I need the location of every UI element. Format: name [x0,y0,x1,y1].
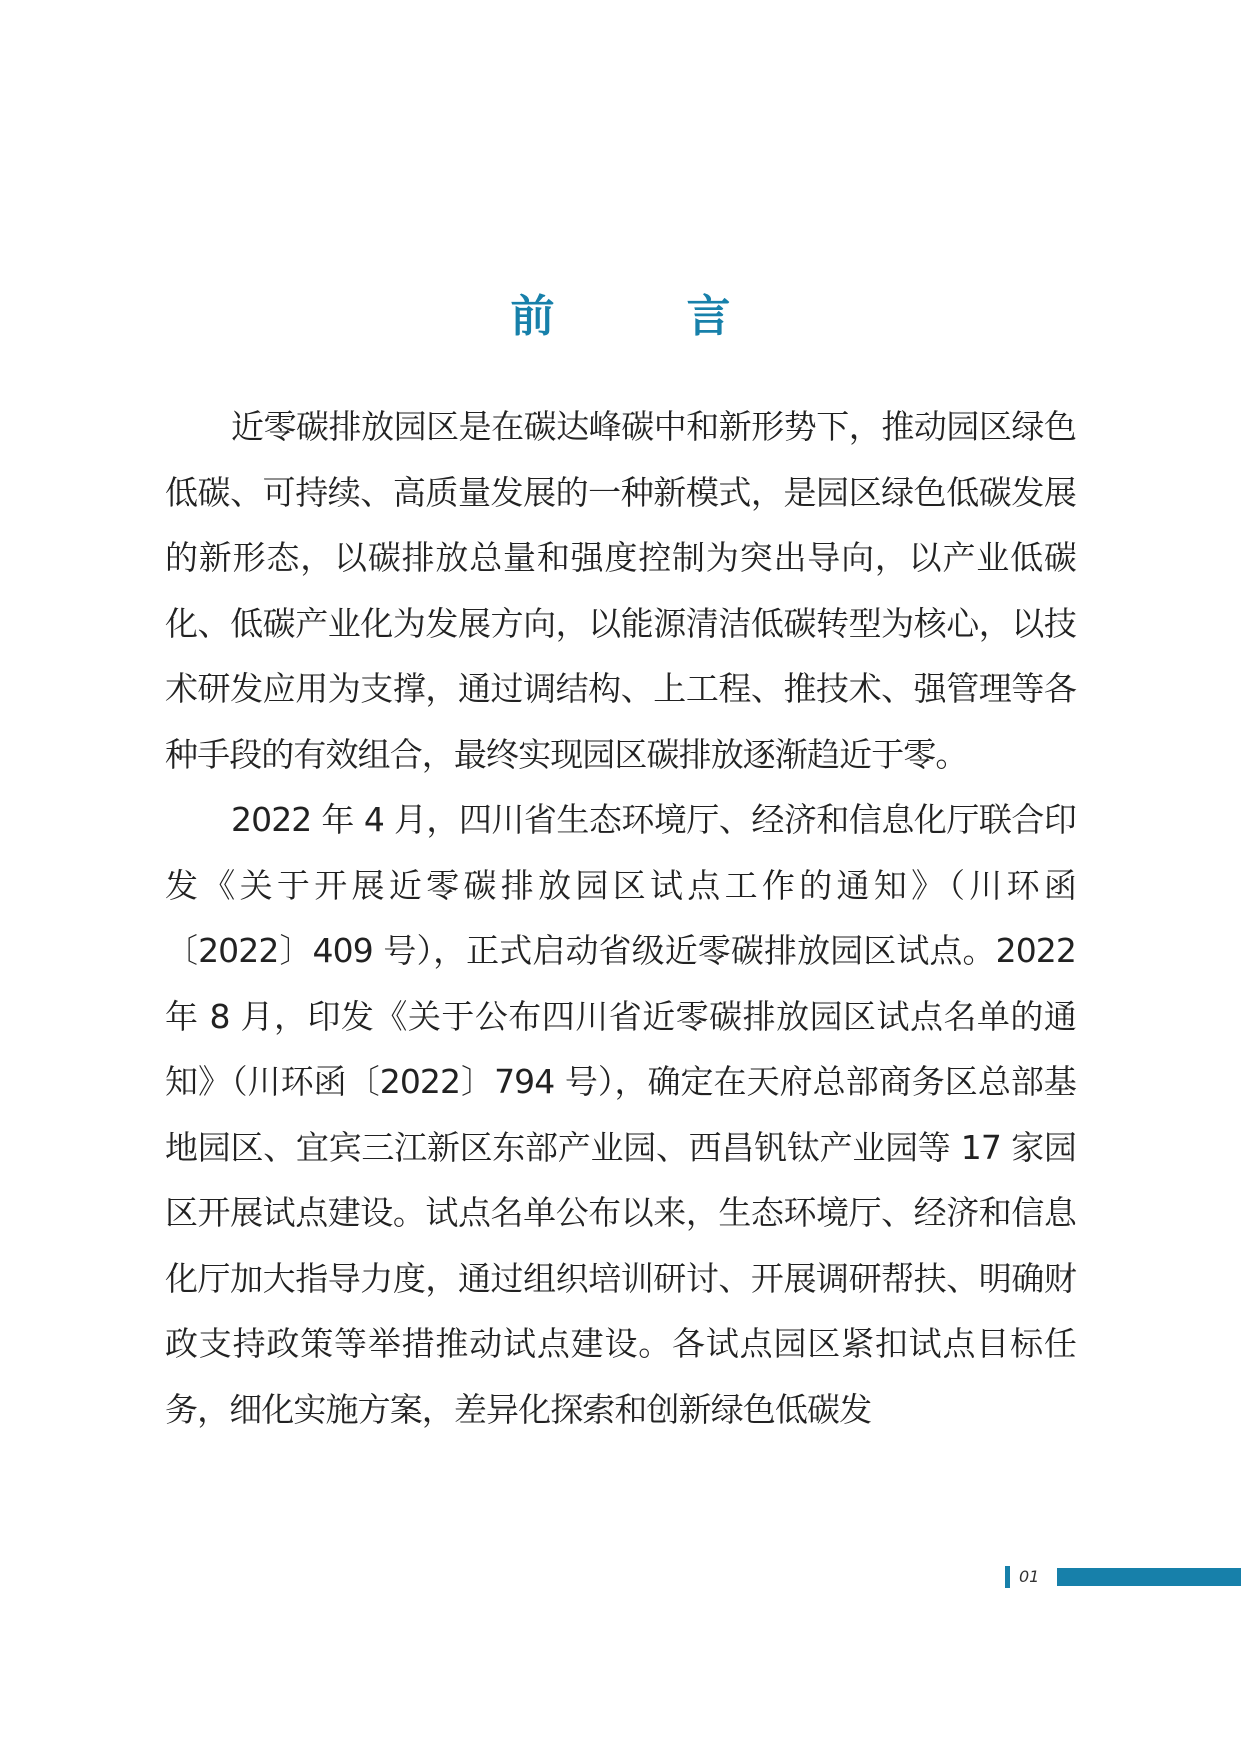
page-footer [0,1566,1241,1588]
page-title: 前 言 [510,291,775,343]
page-number: 01 [1019,1567,1040,1586]
paragraph-2: 2022 年 4 月，四川省生态环境厅、经济和信息化厅联合印发《关于开展近零碳排放园区试点工作的通知》（川环函〔2022〕409 号），正式启动省级近零碳排放园区试点。2022 年 8 月，印发《关于公布四川省近零碳排放园区试点名单的通知》（川环函〔2022〕794 号），确定在天府总部商务区总部基地园区、宜宾三江新区东部产业园、西昌钒钛产业园等 17 家园区开展试点建设。试点名单公布以来，生态环境厅、经济和信息化厅加大指导力度，通过组织培训研讨、开展调研帮扶、明确财政支持政策等举措推动试点建设。各试点园区紧扣试点目标任务，细化实施方案，差异化探索和创新绿色低碳发 [165,800,1076,1429]
paragraph-1: 近零碳排放园区是在碳达峰碳中和新形势下，推动园区绿色低碳、可持续、高质量发展的一种新模式，是园区绿色低碳发展的新形态，以碳排放总量和强度控制为突出导向，以产业低碳化、低碳产业化为发展方向，以能源清洁低碳转型为核心，以技术研发应用为支撑，通过调结构、上工程、推技术、强管理等各种手段的有效组合，最终实现园区碳排放逐渐趋近于零。 [165,407,1076,774]
body-text [165,394,1076,1442]
footer-divider-mark [1005,1566,1010,1588]
footer-accent-bar [1057,1568,1241,1586]
